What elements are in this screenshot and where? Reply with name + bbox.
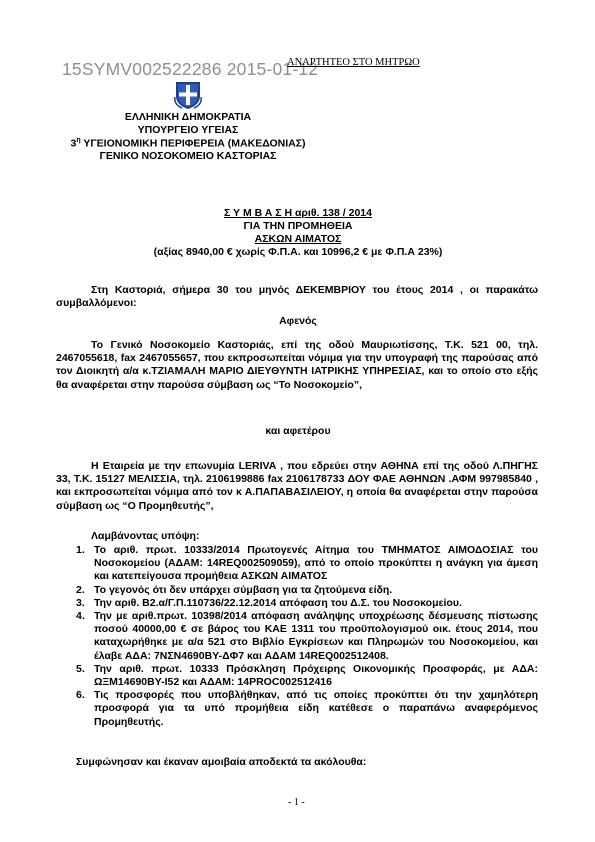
party2-paragraph: Η Εταιρεία με την επωνυμία LERIVA , που εδρεύει στην ΑΘΗΝΑ επί της οδού Λ.ΠΗΓΗΣ 33, Τ.Κ. 15127 ΜΕΛΙΣΣΙΑ, τηλ. 2106199886 fax 2106178733 ΔΟΥ ΦΑΕ ΑΘΗΝΩΝ .ΑΦΜ 997985840 , και εκπροσωπείται νόμιμα από τον κ Α.ΠΑΠΑΒΑΣΙΛΕΙΟΥ, η οποία θα αναφέρεται στην παρούσα σύμβαση ως “Ο Προμηθευτής”,	[56, 460, 538, 512]
list-item: 6. Τις προσφορές που υποβλήθηκαν, από τις οποίες προκύπτει ότι την χαμηλότερη προσφορά για τα υπό προμήθεια είδη κατέθεσε ο παραπάνω αναφερόμενος Προμηθευτής.	[76, 689, 538, 728]
list-item: 3. Την αριθ. Β2.α/Γ.Π.110736/22.12.2014 απόφαση του Δ.Σ. του Νοσοκομείου.	[76, 596, 462, 609]
header-republic: ΕΛΛΗΝΙΚΗ ΔΗΜΟΚΡΑΤΙΑ	[124, 111, 252, 123]
greek-coat-of-arms-icon	[173, 80, 203, 110]
posting-label: ΑΝΑΡΤΗΤΕΟ ΣΤΟ ΜΗΤΡΩΟ	[287, 57, 420, 68]
page-number: - 1 -	[288, 797, 305, 808]
header-hospital: ΓΕΝΙΚΟ ΝΟΣΟΚΟΜΕΙΟ ΚΑΣΤΟΡΙΑΣ	[99, 150, 277, 162]
header-ministry: ΥΠΟΥΡΓΕΙΟ ΥΓΕΙΑΣ	[137, 124, 239, 136]
party2-heading: και αφετέρου	[265, 425, 331, 437]
agreement-statement: Συμφώνησαν και έκαναν αμοιβαία αποδεκτά τα ακόλουθα:	[76, 756, 367, 768]
contract-subject: ΑΣΚΩΝ ΑΙΜΑΤΟΣ	[254, 233, 342, 245]
contract-subtitle: ΓΙΑ ΤΗΝ ΠΡΟΜΗΘΕΙΑ	[243, 220, 353, 232]
considerations-list	[76, 544, 538, 729]
header-region: $3^\eta$ ΥΓΕΙΟΝΟΜΙΚΗ ΠΕΡΙΦΕΡΕΙΑ (ΜΑΚΕΔΟΝΙΑΣ)	[70, 137, 306, 150]
party1-heading: Αφενός	[279, 315, 317, 327]
list-item: 1. Το αριθ. πρωτ. 10333/2014 Πρωτογενές Αίτημα του ΤΜΗΜΑΤΟΣ ΑΙΜΟΔΟΣΙΑΣ του Νοσοκομείου (ΑΔΑΜ: 14REQ002509059), από το οποίο προκύπτει η ανάγκη για άμεση και κατεπείγουσα προμήθεια ΑΣΚΩΝ ΑΙΜΑΤΟΣ	[76, 544, 538, 583]
list-item: 2. Το γεγονός ότι δεν υπάρχει σύμβαση για τα ζητούμενα είδη.	[76, 583, 393, 596]
document-id-stamp: 15SYMV002522286 2015-01-12	[62, 59, 319, 79]
intro-paragraph: Στη Καστοριά, σήμερα 30 του μηνός ΔΕΚΕΜΒΡΙΟΥ του έτους 2014 , οι παρακάτω συμβαλλόμενοι:	[56, 284, 538, 310]
list-item: 4. Την με αριθ.πρωτ. 10398/2014 απόφαση ανάληψης υποχρέωσης δέσμευσης πίστωσης ποσού 40000,00 € σε βάρος του ΚΑΕ 1311 του προϋπολογισμού οικ. έτους 2014, που καταχωρήθηκε με α/α 521 στο Βιβλίο Εγκρίσεων και Πληρωμών του Νοσοκομείου, και έλαβε ΑΔΑ: 7ΝΣΝ4690ΒΥ-ΔΦ7 και ΑΔΑΜ 14REQ002512408.	[76, 610, 538, 662]
contract-value: (αξίας 8940,00 € χωρίς Φ.Π.Α. και 10996,2 € με Φ.Π.Α 23%)	[153, 246, 443, 258]
list-item: 5. Την αριθ. πρωτ. 10333 Πρόσκληση Πρόχειρης Οικονομικής Προσφοράς, με ΑΔΑ: ΩΞΜ14690ΒΥ-Ι52 και ΑΔΑΜ: 14PROC002512416	[76, 662, 538, 689]
contract-title: Σ Υ Μ Β Α Σ Η αριθ. 138 / 2014	[224, 207, 372, 219]
considering-heading: Λαμβάνοντας υπόψη:	[91, 530, 200, 542]
party1-paragraph: Το Γενικό Νοσοκομείο Καστοριάς, επί της οδού Μαυριωτίσσης, Τ.Κ. 521 00, τηλ. 2467055618, fax 2467055657, που εκπροσωπείται νόμιμα για την υπογραφή της παρούσας από τον Διοικητή α/α κ.ΤΖΙΑΜΑΛΗ ΜΑΡΙΟ ΔΙΕΥΘΥΝΤΗ ΙΑΤΡΙΚΗΣ ΥΠΗΡΕΣΙΑΣ, και το οποίο στο εξής θα αναφέρεται στην παρούσα σύμβαση ως “Το Νοσοκομείο”,	[56, 339, 538, 391]
